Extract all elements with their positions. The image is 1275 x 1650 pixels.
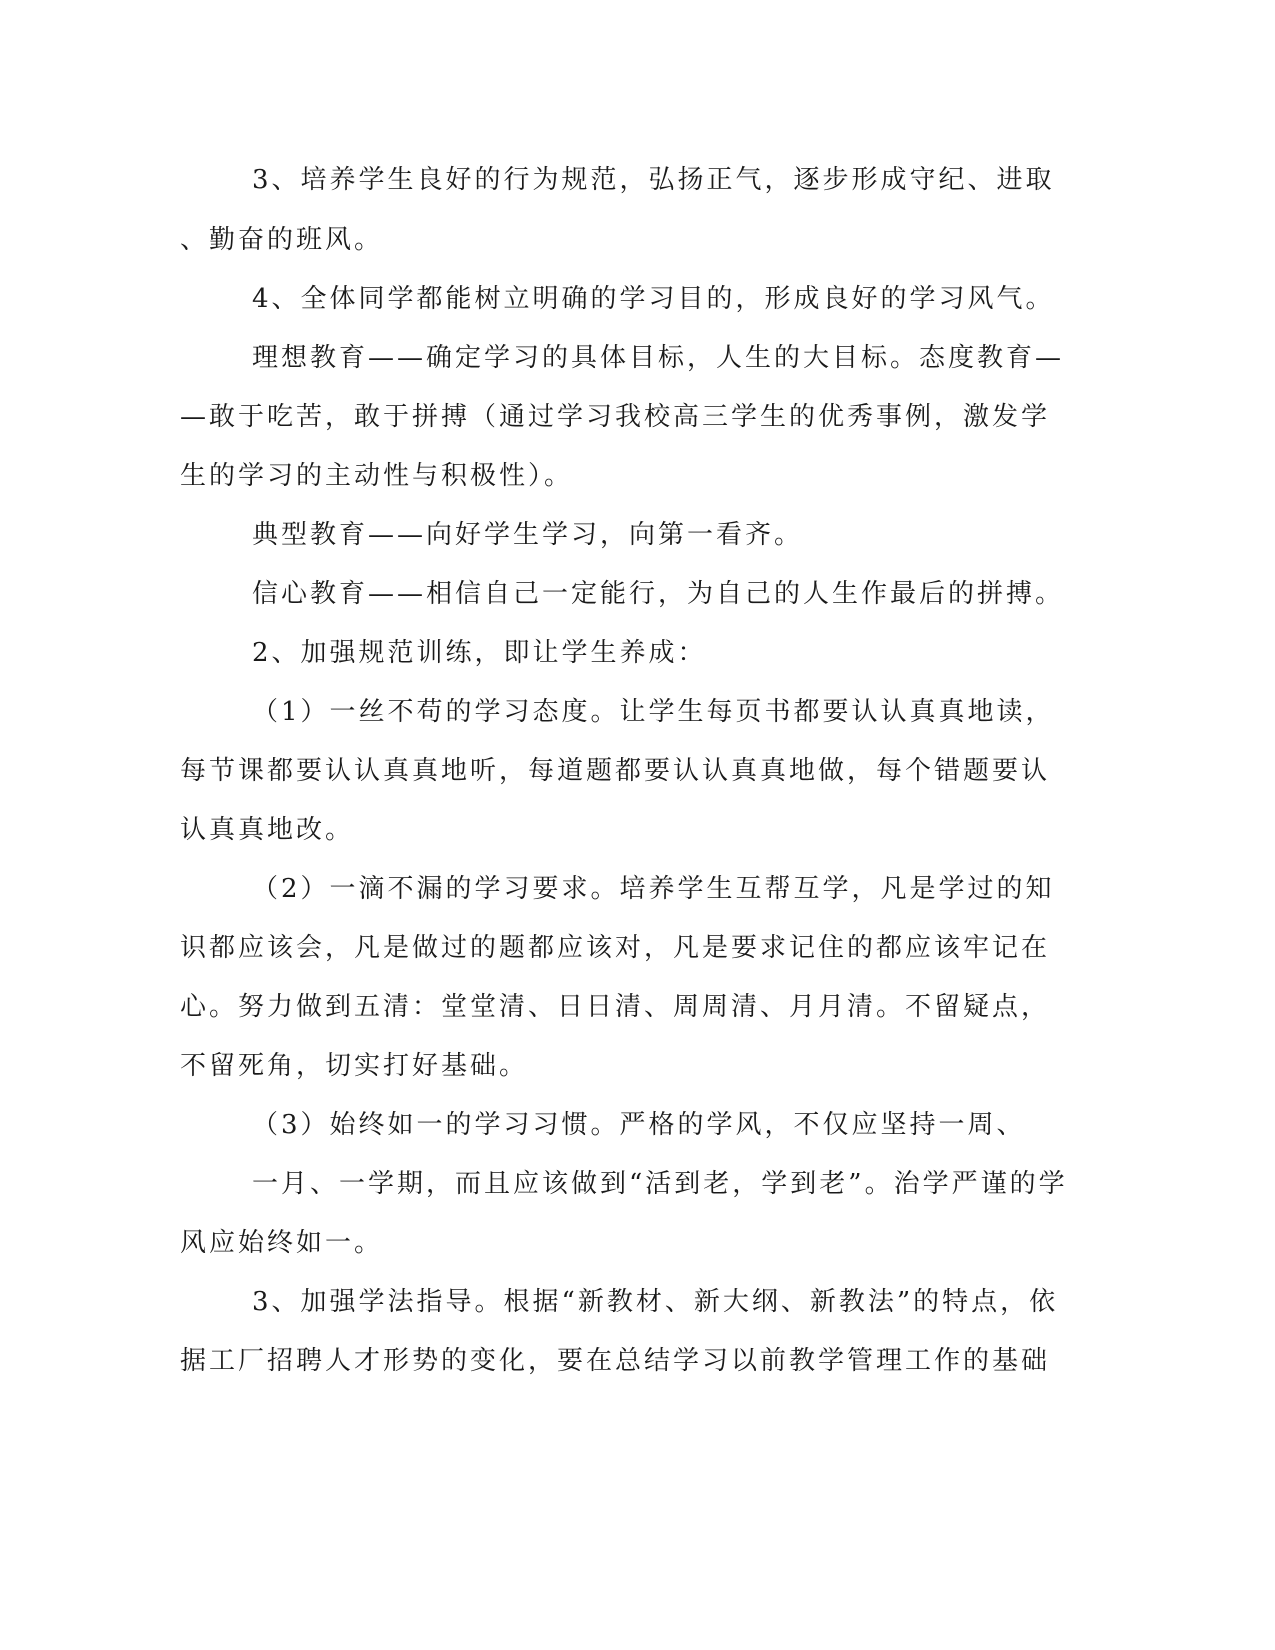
text-line-9: 2、加强规范训练，即让学生养成： xyxy=(252,638,707,668)
text-line-5: —敢于吃苦，敢于拼搏（通过学习我校高三学生的优秀事例，激发学 xyxy=(180,402,1051,432)
text-line-7: 典型教育——向好学生学习，向第一看齐。 xyxy=(252,520,804,550)
text-line-13: （2）一滴不漏的学习要求。培养学生互帮互学，凡是学过的知 xyxy=(252,874,1055,904)
text-line-1: 3、培养学生良好的行为规范，弘扬正气，逐步形成守纪、进取 xyxy=(252,165,1055,195)
text-line-2: 、勤奋的班风。 xyxy=(180,225,384,255)
text-line-15: 心。努力做到五清：堂堂清、日日清、周周清、月月清。不留疑点， xyxy=(180,992,1051,1022)
text-line-18: 一月、一学期，而且应该做到“活到老，学到老”。治学严谨的学 xyxy=(252,1169,1068,1199)
text-line-16: 不留死角，切实打好基础。 xyxy=(180,1051,529,1081)
text-line-20: 3、加强学法指导。根据“新教材、新大纲、新教法”的特点，依 xyxy=(252,1287,1059,1317)
text-line-12: 认真真地改。 xyxy=(180,815,355,845)
text-line-3: 4、全体同学都能树立明确的学习目的，形成良好的学习风气。 xyxy=(252,284,1055,314)
text-line-19: 风应始终如一。 xyxy=(180,1228,384,1258)
text-line-6: 生的学习的主动性与积极性）。 xyxy=(180,461,574,491)
text-line-4: 理想教育——确定学习的具体目标，人生的大目标。态度教育— xyxy=(252,343,1065,373)
text-line-10: （1）一丝不苟的学习态度。让学生每页书都要认认真真地读， xyxy=(252,697,1055,727)
text-line-8: 信心教育——相信自己一定能行，为自己的人生作最后的拼搏。 xyxy=(252,579,1065,609)
text-line-17: （3）始终如一的学习习惯。严格的学风，不仅应坚持一周、 xyxy=(252,1110,1026,1140)
text-line-11: 每节课都要认认真真地听，每道题都要认认真真地做，每个错题要认 xyxy=(180,756,1051,786)
text-line-14: 识都应该会，凡是做过的题都应该对，凡是要求记住的都应该牢记在 xyxy=(180,933,1051,963)
text-line-21: 据工厂招聘人才形势的变化，要在总结学习以前教学管理工作的基础 xyxy=(180,1346,1051,1376)
